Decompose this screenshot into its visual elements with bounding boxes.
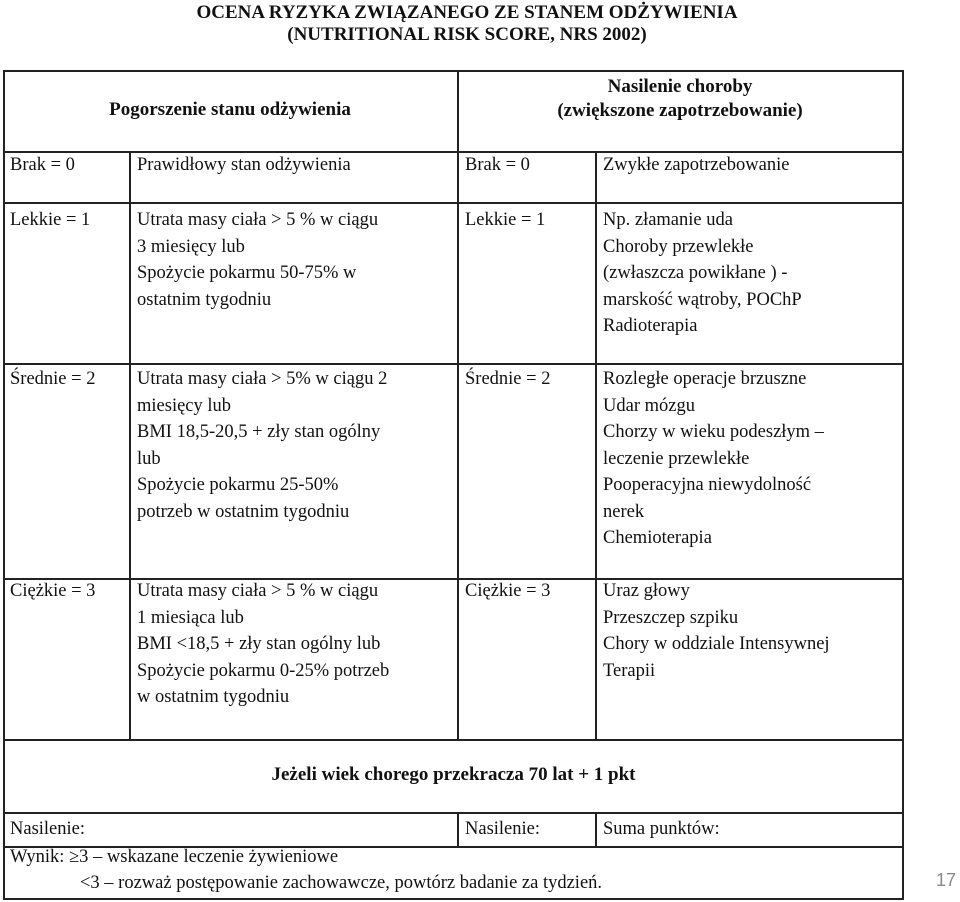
desc-line: Utrata masy ciała > 5% w ciągu 2 (137, 369, 388, 389)
row2-left-score: Średnie = 2 (10, 369, 96, 389)
desc-line: Udar mózgu (603, 395, 695, 416)
desc-line: BMI <18,5 + zły stan ogólny lub (137, 634, 381, 654)
row0-left-desc (137, 152, 351, 179)
nrs-table (3, 70, 904, 900)
document-title: OCENA RYZYKA ZWIĄZANEGO ZE STANEM ODŻYWIENIA (196, 2, 738, 23)
suma-punktow-label: Suma punktów: (603, 819, 720, 839)
row3-right-score: Ciężkie = 3 (465, 581, 551, 601)
desc-line: Radioterapia (603, 316, 698, 336)
desc-line: BMI 18,5-20,5 + zły stan ogólny (137, 422, 381, 442)
row2-left-desc (137, 366, 387, 525)
row3-left-score: Ciężkie = 3 (10, 581, 96, 601)
desc-line: Utrata masy ciała > 5 % w ciągu (137, 210, 379, 230)
row1-right-desc (603, 207, 802, 340)
row0-right-desc (603, 152, 789, 179)
row-separator-5 (3, 812, 904, 814)
row3-left-desc (137, 578, 389, 711)
row3-right-desc (603, 578, 830, 684)
row1-left-desc (137, 207, 378, 313)
row1-right-score: Lekkie = 1 (465, 210, 546, 230)
desc-line: Spożycie pokarmu 25-50% (137, 475, 339, 495)
desc-line: lub (137, 448, 161, 469)
desc-line: Prawidłowy stan odżywienia (137, 155, 351, 175)
column-divider-right (595, 151, 597, 740)
desc-line: marskość wątroby, POChP (603, 289, 802, 310)
desc-line: nerek (603, 501, 645, 522)
desc-line: Choroby przewlekłe (603, 236, 754, 257)
desc-line: Terapii (603, 660, 656, 681)
row-separator-1 (3, 202, 904, 204)
desc-line: w ostatnim tygodniu (137, 687, 290, 707)
desc-line: Utrata masy ciała > 5 % w ciągu (137, 581, 379, 601)
row-separator-2 (3, 363, 904, 365)
desc-line: Pooperacyjna niewydolność (603, 475, 812, 495)
wynik-line1: Wynik: ≥3 – wskazane leczenie żywieniowe (10, 847, 339, 867)
column-divider-right-footer (595, 812, 597, 847)
desc-line: Przeszczep szpiku (603, 607, 739, 628)
header-left: Pogorszenie stanu odżywienia (109, 99, 351, 120)
desc-line: Chory w oddziale Intensywnej (603, 634, 830, 654)
row1-left-score: Lekkie = 1 (10, 210, 91, 230)
row0-left-score: Brak = 0 (10, 155, 75, 175)
document-subtitle: (NUTRITIONAL RISK SCORE, NRS 2002) (287, 24, 647, 45)
desc-line: Spożycie pokarmu 50-75% w (137, 263, 357, 283)
desc-line: leczenie przewlekłe (603, 448, 750, 469)
column-divider-middle-footer (457, 812, 459, 847)
age-note: Jeżeli wiek chorego przekracza 70 lat + 1 pkt (271, 764, 636, 785)
desc-line: Rozległe operacje brzuszne (603, 369, 807, 389)
row2-right-score: Średnie = 2 (465, 369, 551, 389)
nasilenie-right-label: Nasilenie: (465, 819, 541, 839)
table-border-top (3, 70, 904, 72)
row0-right-score: Brak = 0 (465, 155, 530, 175)
desc-line: Chorzy w wieku podeszłym – (603, 422, 824, 442)
header-right-line2: (zwiększone zapotrzebowanie) (557, 100, 803, 121)
row2-right-desc (603, 366, 824, 552)
table-border-bottom (3, 898, 904, 900)
desc-line: Chemioterapia (603, 528, 712, 548)
desc-line: ostatnim tygodniu (137, 289, 272, 310)
desc-line: Np. złamanie uda (603, 210, 733, 230)
header-right-line1: Nasilenie choroby (607, 76, 753, 97)
desc-line: miesięcy lub (137, 395, 232, 416)
column-divider-left (129, 151, 131, 740)
nasilenie-left-label: Nasilenie: (10, 819, 86, 839)
desc-line: 3 miesięcy lub (137, 236, 245, 257)
desc-line: Spożycie pokarmu 0-25% potrzeb (137, 660, 390, 681)
desc-line: potrzeb w ostatnim tygodniu (137, 501, 350, 522)
row-separator-4 (3, 739, 904, 741)
wynik-line2: <3 – rozważ postępowanie zachowawcze, powtórz badanie za tydzień. (80, 873, 603, 893)
desc-line: Uraz głowy (603, 581, 690, 601)
desc-line: 1 miesiąca lub (137, 607, 244, 628)
column-divider-middle (457, 70, 459, 740)
desc-line: (zwłaszcza powikłane ) - (603, 263, 788, 283)
page-number: 17 (936, 870, 957, 890)
desc-line: Zwykłe zapotrzebowanie (603, 155, 790, 175)
